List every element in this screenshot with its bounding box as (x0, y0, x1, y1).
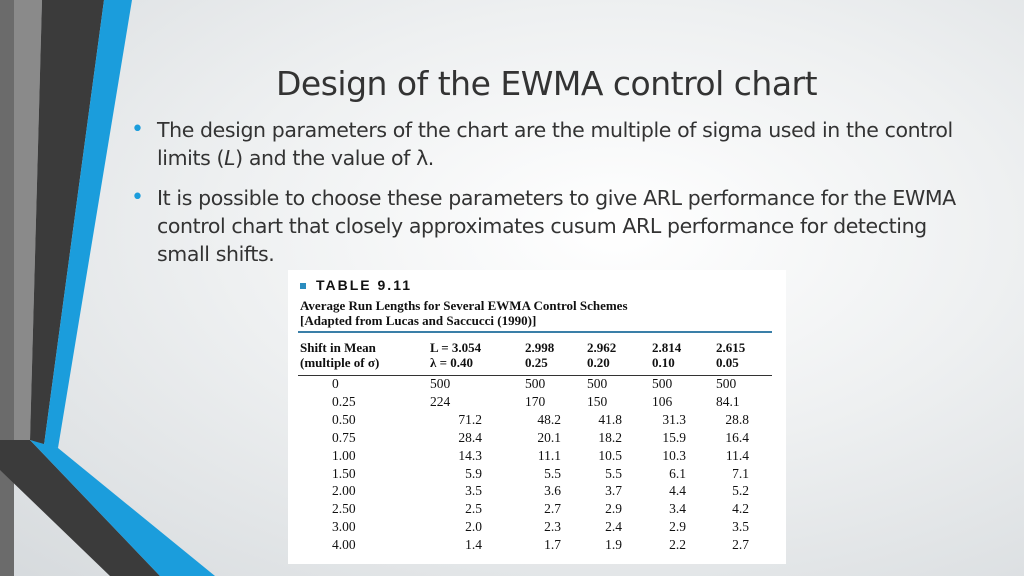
table-cell: 2.5 (465, 501, 482, 517)
bullet-icon: • (131, 117, 144, 142)
table-cell: 28.4 (458, 429, 482, 445)
bullet-item (131, 116, 961, 172)
table-cell: 5.5 (605, 465, 622, 481)
table-cell: 2.9 (605, 501, 622, 517)
table-cell: 1.7 (544, 537, 561, 553)
table-cell-shift: 0.50 (332, 411, 356, 427)
table-cell: 3.5 (465, 483, 482, 499)
table-cell: 2.7 (544, 501, 561, 517)
column-header-4: 2.814 0.10 (652, 340, 682, 370)
table-cell: 15.9 (662, 429, 686, 445)
table-cell: 500 (716, 376, 737, 391)
table-cell: 224 (430, 393, 451, 409)
table-cell: 500 (587, 376, 608, 391)
table-cell: 2.4 (605, 519, 622, 535)
table-cell-shift: 3.00 (332, 519, 356, 535)
table-cell: 106 (652, 393, 673, 409)
table-cell: 5.5 (544, 465, 561, 481)
table-cell: 6.1 (669, 465, 686, 481)
slide-title: Design of the EWMA control chart (276, 64, 818, 103)
table-cell: 500 (652, 376, 673, 391)
table-cell: 11.4 (725, 447, 749, 463)
table-cell-shift: 2.00 (332, 483, 356, 499)
table-cell: 4.4 (669, 483, 686, 499)
table-cell: 14.3 (458, 447, 482, 463)
table-top-rule (298, 331, 772, 333)
table-cell: 28.8 (725, 411, 749, 427)
table-cell: 11.1 (537, 447, 561, 463)
table-cell: 41.8 (598, 411, 622, 427)
table-cell: 3.6 (544, 483, 561, 499)
table-cell: 5.2 (732, 483, 749, 499)
table-cell: 150 (587, 393, 608, 409)
table-cell: 71.2 (458, 411, 482, 427)
table-cell: 2.3 (544, 519, 561, 535)
arl-table (288, 270, 786, 564)
table-caption: Average Run Lengths for Several EWMA Control Schemes [Adapted from Lucas and Saccucci (1990)] (300, 298, 628, 328)
table-cell: 7.1 (732, 465, 749, 481)
bullet-icon: • (131, 185, 144, 210)
table-cell-shift: 1.50 (332, 465, 356, 481)
table-cell: 170 (525, 393, 546, 409)
table-cell: 1.9 (605, 537, 622, 553)
bullet-list (131, 116, 961, 280)
table-cell: 84.1 (716, 393, 740, 409)
bullet-item (131, 184, 961, 268)
table-cell: 2.2 (669, 537, 686, 553)
table-cell-shift: 0.75 (332, 429, 356, 445)
table-cell: 2.7 (732, 537, 749, 553)
table-cell-shift: 0 (332, 376, 339, 391)
table-cell-shift: 2.50 (332, 501, 356, 517)
table-label: TABLE 9.11 (300, 277, 412, 293)
table-cell: 2.9 (669, 519, 686, 535)
table-cell: 500 (430, 376, 451, 391)
column-header-2: 2.998 0.25 (525, 340, 555, 370)
bullet-text: The design parameters of the chart are the multiple of sigma used in the control limits (L) and the value of λ. (157, 118, 953, 170)
table-cell: 31.3 (662, 411, 686, 427)
table-cell: 2.0 (465, 519, 482, 535)
table-cell: 18.2 (598, 429, 622, 445)
table-cell: 4.2 (732, 501, 749, 517)
table-cell: 3.4 (669, 501, 686, 517)
table-cell: 3.7 (605, 483, 622, 499)
column-header-1: L = 3.054 λ = 0.40 (430, 340, 482, 370)
table-cell: 20.1 (537, 429, 561, 445)
square-bullet-icon (300, 283, 306, 289)
table-cell: 48.2 (537, 411, 561, 427)
table-cell-shift: 4.00 (332, 537, 356, 553)
shift-column-header: Shift in Mean (multiple of σ) (300, 340, 380, 370)
table-cell: 16.4 (725, 429, 749, 445)
column-header-5: 2.615 0.05 (716, 340, 746, 370)
table-cell: 500 (525, 376, 546, 391)
table-cell: 10.3 (662, 447, 686, 463)
table-cell: 5.9 (465, 465, 482, 481)
table-cell: 3.5 (732, 519, 749, 535)
table-cell-shift: 1.00 (332, 447, 356, 463)
table-cell: 1.4 (465, 537, 482, 553)
column-header-3: 2.962 0.20 (587, 340, 617, 370)
table-cell-shift: 0.25 (332, 393, 356, 409)
bullet-text: It is possible to choose these parameters to give ARL performance for the EWMA control chart that closely approximates cusum ARL performance for detecting small shifts. (157, 186, 956, 266)
table-cell: 10.5 (598, 447, 622, 463)
